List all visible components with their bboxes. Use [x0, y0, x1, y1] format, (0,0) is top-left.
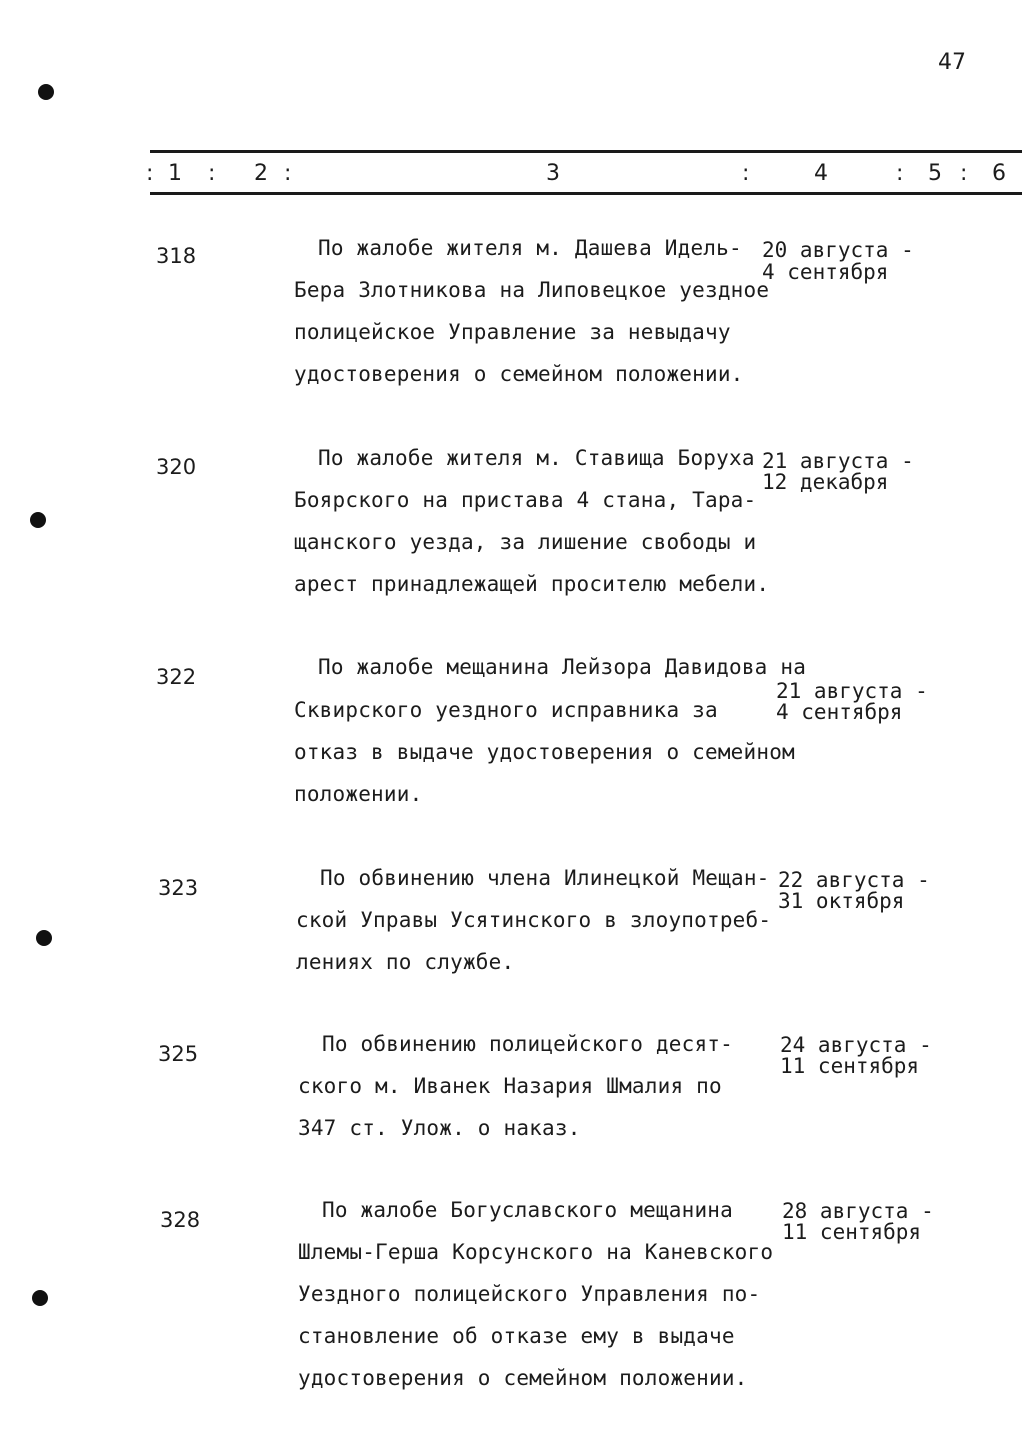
entry-text-line: Боярского на пристава 4 стана, Тара-: [294, 488, 757, 512]
entry-text-line: По обвинению члена Илинецкой Мещан-: [320, 866, 770, 890]
column-header-3: 3: [546, 161, 560, 186]
entry-text-line: Бера Злотникова на Липовецкое уездное: [294, 278, 770, 302]
entry-date-end: 4 сентября: [762, 260, 889, 284]
entry-text-line: По жалобе жителя м. Дашева Идель-: [318, 236, 742, 260]
entry-text-line: ской Управы Усятинского в злоупотреб-: [296, 908, 772, 932]
entry-date-start: 21 августа -: [762, 449, 914, 473]
entry-text-line: лениях по службе.: [296, 950, 515, 974]
column-separator: :: [284, 161, 292, 186]
entry-text-line: Сквирского уездного исправника за: [294, 698, 718, 722]
column-separator: :: [896, 161, 904, 186]
entry-date-start: 28 августа -: [782, 1199, 934, 1223]
entry-text-line: По обвинению полицейского десят-: [322, 1032, 733, 1056]
entry-date-end: 31 октября: [778, 889, 905, 913]
page-number: 47: [938, 50, 966, 75]
entry-text-line: удостоверения о семейном положении.: [298, 1366, 748, 1390]
entry-text-line: положении.: [294, 782, 423, 806]
punch-hole: [30, 512, 46, 528]
header-top-rule: [150, 150, 1022, 153]
column-header-4: 4: [814, 161, 828, 186]
entry-number: 318: [156, 244, 197, 268]
entry-text-line: становление об отказе ему в выдаче: [298, 1324, 735, 1348]
entry-date-end: 11 сентября: [782, 1220, 922, 1244]
entry-number: 325: [158, 1042, 199, 1066]
column-header-1: 1: [168, 161, 182, 186]
entry-text-line: удостоверения о семейном положении.: [294, 362, 744, 386]
entry-date-start: 20 августа -: [762, 238, 914, 262]
entry-date-start: 21 августа -: [776, 679, 928, 703]
entry-date-start: 22 августа -: [778, 868, 930, 892]
entry-text-line: полицейское Управление за невыдачу: [294, 320, 731, 344]
entry-text-line: Шлемы-Герша Корсунского на Каневского: [298, 1240, 774, 1264]
entry-text-line: По жалобе Богуславского мещанина: [322, 1198, 733, 1222]
column-header-5: 5: [928, 161, 942, 186]
entry-text-line: По жалобе жителя м. Ставища Боруха: [318, 446, 755, 470]
column-header-2: 2: [254, 161, 268, 186]
entry-text-line: щанского уезда, за лишение свободы и: [294, 530, 757, 554]
entry-date-end: 11 сентября: [780, 1054, 920, 1078]
entry-number: 328: [160, 1208, 201, 1232]
entry-text-line: отказ в выдаче удостоверения о семейном: [294, 740, 795, 764]
entry-text-line: арест принадлежащей просителю мебели.: [294, 572, 770, 596]
column-separator: :: [960, 161, 968, 186]
column-separator: :: [146, 161, 154, 186]
entry-date-start: 24 августа -: [780, 1033, 932, 1057]
entry-text-line: 347 ст. Улож. о наказ.: [298, 1116, 581, 1140]
column-header-6: 6: [992, 161, 1006, 186]
punch-hole: [32, 1290, 48, 1306]
entry-number: 320: [156, 455, 197, 479]
header-bottom-rule: [150, 192, 1022, 195]
column-separator: :: [742, 161, 750, 186]
punch-hole: [38, 84, 54, 100]
entry-date-end: 12 декабря: [762, 470, 889, 494]
entry-number: 323: [158, 876, 199, 900]
entry-date-end: 4 сентября: [776, 700, 903, 724]
entry-text-line: ского м. Иванек Назария Шмалия по: [298, 1074, 722, 1098]
punch-hole: [36, 930, 52, 946]
entry-number: 322: [156, 665, 197, 689]
entry-text-line: Уездного полицейского Управления по-: [298, 1282, 761, 1306]
column-separator: :: [208, 161, 216, 186]
entry-text-line: По жалобе мещанина Лейзора Давидова на: [318, 655, 807, 679]
